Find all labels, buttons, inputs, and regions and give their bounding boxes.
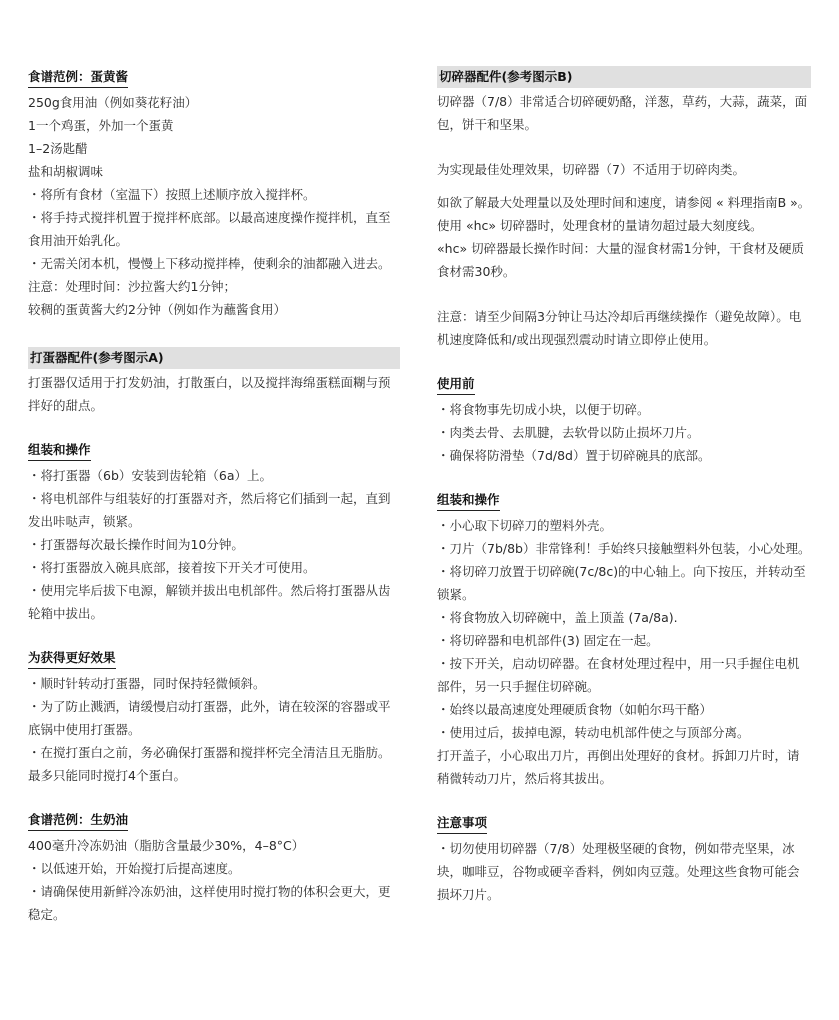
section-heading: 为获得更好效果 <box>28 648 116 669</box>
bullet-item: ・无需关闭本机，慢慢上下移动搅拌棒，使剩余的油都融入进去。 <box>28 256 391 271</box>
paragraph: 250g食用油（例如葵花籽油） <box>28 95 198 110</box>
bullet-item: ・打蛋器每次最长操作时间为10分钟。 <box>28 537 244 552</box>
note: 注意：请至少间隔3分钟让马达冷却后再继续操作（避免故障）。电机速度降低和/或出现强烈震动时请立即停止使用。 <box>437 309 802 347</box>
bullet-item: ・使用完毕后拔下电源，解锁并拔出电机部件。然后将打蛋器从齿轮箱中拔出。 <box>28 583 391 621</box>
paragraph: 1–2汤匙醋 <box>28 141 88 156</box>
section-before-use <box>437 373 811 467</box>
bullet-item: ・确保将防滑垫（7d/8d）置于切碎碗具的底部。 <box>437 448 711 463</box>
section-chopper-attachment <box>437 66 811 351</box>
paragraph: 打蛋器仅适用于打发奶油，打散蛋白，以及搅拌海绵蛋糕面糊与预拌好的甜点。 <box>28 375 391 413</box>
bullet-item: ・请确保使用新鲜冷冻奶油，这样使用时搅打物的体积会更大，更稳定。 <box>28 884 391 922</box>
section-heading: 食谱范例：蛋黄酱 <box>28 67 128 88</box>
bullet-item: ・使用过后，拔掉电源，转动电机部件使之与顶部分离。 <box>437 725 750 740</box>
bullet-item: ・将食物事先切成小块，以便于切碎。 <box>437 402 650 417</box>
bullet-item: ・始终以最高速度处理硬质食物（如帕尔玛干酪） <box>437 702 713 717</box>
paragraph: 盐和胡椒调味 <box>28 164 104 179</box>
section-precautions <box>437 812 811 906</box>
section-whisk-attachment <box>28 347 400 417</box>
bullet-item: ・顺时针转动打蛋器，同时保持轻微倾斜。 <box>28 676 266 691</box>
bullet-item: ・将所有食材（室温下）按照上述顺序放入搅拌杯。 <box>28 187 316 202</box>
bullet-item: ・将切碎器和电机部件(3) 固定在一起。 <box>437 633 659 648</box>
section-heading: 食谱范例：生奶油 <box>28 810 128 831</box>
section-best-results <box>28 647 400 787</box>
bullet-item: ・将切碎刀放置于切碎碗(7c/8c)的中心轴上。向下按压，并转动至锁紧。 <box>437 564 806 602</box>
section-heading: 组装和操作 <box>28 440 91 461</box>
section-heading: 组装和操作 <box>437 490 500 511</box>
section-heading-shaded: 切碎器配件(参考图示B) <box>437 66 811 88</box>
section-cream-recipe <box>28 809 400 926</box>
left-column <box>28 66 400 926</box>
bullet-item: ・将电机部件与组装好的打蛋器对齐，然后将它们插到一起，直到发出咔哒声，锁紧。 <box>28 491 391 529</box>
paragraph: 如欲了解最大处理量以及处理时间和速度，请参阅 « 料理指南B »。 <box>437 195 811 210</box>
bullet-item: ・将打蛋器（6b）安装到齿轮箱（6a）上。 <box>28 468 273 483</box>
bullet-item: ・切勿使用切碎器（7/8）处理极坚硬的食物，例如带壳坚果，冰块，咖啡豆，谷物或硬辛香料，例如肉豆蔻。处理这些食物可能会损坏刀片。 <box>437 841 800 902</box>
right-column <box>437 66 811 906</box>
bullet-item: ・为了防止溅洒，请缓慢启动打蛋器，此外，请在较深的容器或平底锅中使用打蛋器。 <box>28 699 391 737</box>
paragraph: «hc» 切碎器最长操作时间：大量的湿食材需1分钟，干食材及硬质食材需30秒。 <box>437 241 805 279</box>
paragraph: 切碎器（7/8）非常适合切碎硬奶酪，洋葱，草药，大蒜，蔬菜，面包，饼干和坚果。 <box>437 94 808 132</box>
section-heading: 注意事项 <box>437 813 487 834</box>
bullet-item: ・在搅打蛋白之前，务必确保打蛋器和搅拌杯完全清洁且无脂肪。最多只能同时搅打4个蛋白。 <box>28 745 391 783</box>
note: 较稠的蛋黄酱大约2分钟（例如作为蘸酱食用） <box>28 302 286 317</box>
paragraph: 为实现最佳处理效果，切碎器（7）不适用于切碎肉类。 <box>437 162 745 177</box>
bullet-item: ・将食物放入切碎碗中，盖上顶盖 (7a/8a). <box>437 610 678 625</box>
section-heading: 使用前 <box>437 374 475 395</box>
bullet-item: ・刀片（7b/8b）非常锋利！手始终只接触塑料外包装，小心处理。 <box>437 541 811 556</box>
bullet-item: ・以低速开始，开始搅打后提高速度。 <box>28 861 241 876</box>
paragraph: 400毫升冷冻奶油（脂肪含量最少30%，4–8°C） <box>28 838 305 853</box>
section-chopper-assembly <box>437 489 811 790</box>
bullet-item: ・按下开关，启动切碎器。在食材处理过程中，用一只手握住电机部件，另一只手握住切碎碗。 <box>437 656 800 694</box>
paragraph: 使用 «hc» 切碎器时，处理食材的量请勿超过最大刻度线。 <box>437 218 763 233</box>
paragraph: 1一个鸡蛋，外加一个蛋黄 <box>28 118 174 133</box>
paragraph: 打开盖子，小心取出刀片，再倒出处理好的食材。拆卸刀片时，请稍微转动刀片，然后将其拔出。 <box>437 748 800 786</box>
section-heading-shaded: 打蛋器配件(参考图示A) <box>28 347 400 369</box>
note: 注意：处理时间：沙拉酱大约1分钟； <box>28 279 236 294</box>
section-mayonnaise-recipe <box>28 66 400 321</box>
bullet-item: ・肉类去骨、去肌腱，去软骨以防止损坏刀片。 <box>437 425 700 440</box>
bullet-item: ・将手持式搅拌机置于搅拌杯底部。以最高速度操作搅拌机，直至食用油开始乳化。 <box>28 210 391 248</box>
bullet-item: ・将打蛋器放入碗具底部，接着按下开关才可使用。 <box>28 560 316 575</box>
bullet-item: ・小心取下切碎刀的塑料外壳。 <box>437 518 613 533</box>
section-whisk-assembly <box>28 439 400 625</box>
